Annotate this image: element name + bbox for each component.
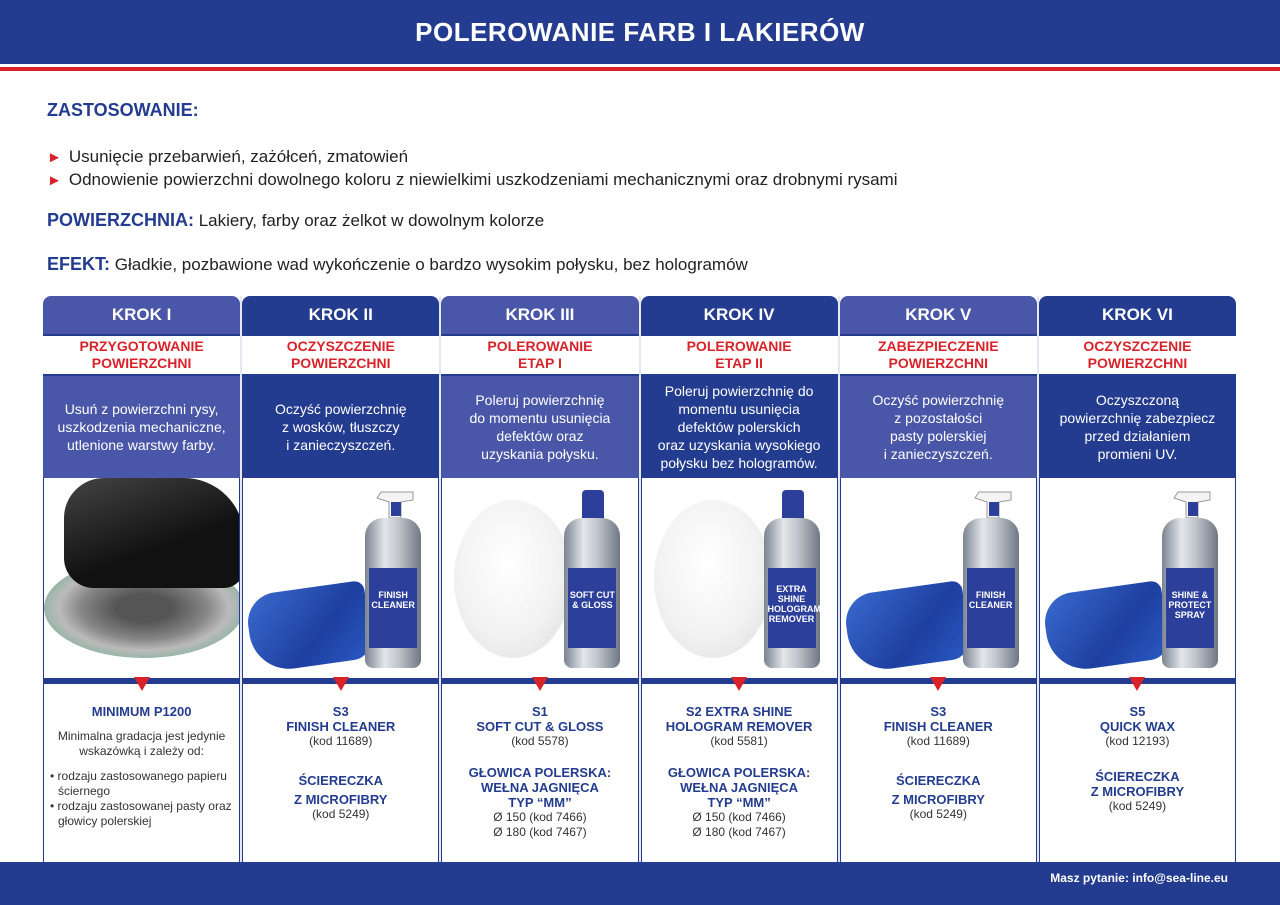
step-product-info: MINIMUM P1200 Minimalna gradacja jest jedynie wskazówką i zależy od: • rodzaju zastosowanego papieru ściernego • rodzaju zastosowanej pasty oraz głowicy polerskiej bbox=[43, 684, 240, 862]
bottle-cap-shape bbox=[782, 490, 804, 520]
step-product-info: S3 FINISH CLEANER (kod 11689) ŚCIERECZKA Z MICROFIBRY (kod 5249) bbox=[840, 684, 1037, 862]
effect-line bbox=[47, 254, 748, 275]
step-phase: POLEROWANIE ETAP I bbox=[441, 334, 638, 376]
spray-bottle-photo bbox=[242, 478, 439, 678]
product-name: FINISH CLEANER bbox=[883, 719, 993, 734]
steps-table bbox=[43, 296, 1236, 862]
microfiber-cloth-shape bbox=[1041, 580, 1171, 674]
contact-email[interactable]: Masz pytanie: info@sea-line.eu bbox=[1050, 871, 1228, 885]
step-number: KROK IV bbox=[641, 296, 838, 334]
bottle-label: FINISH CLEANER bbox=[369, 568, 417, 648]
bottle-label: SHINE & PROTECT SPRAY bbox=[1166, 568, 1214, 648]
product-name: FINISH CLEANER bbox=[286, 719, 396, 734]
spray-trigger-icon bbox=[1170, 488, 1214, 518]
step-product-info: S2 EXTRA SHINE HOLOGRAM REMOVER (kod 5581) GŁOWICA POLERSKA: WEŁNA JAGNIĘCA TYP “MM” Ø 150 (kod 7466) Ø 180 (kod 7467) bbox=[641, 684, 838, 862]
step-phase: PRZYGOTOWANIE POWIERZCHNI bbox=[43, 334, 240, 376]
step-number: KROK II bbox=[242, 296, 439, 334]
bottle-shape bbox=[963, 518, 1019, 668]
triangle-down-icon bbox=[532, 677, 548, 691]
step-number: KROK V bbox=[840, 296, 1037, 334]
step-5 bbox=[838, 296, 1037, 862]
bottle-shape bbox=[764, 518, 820, 668]
step-3 bbox=[439, 296, 638, 862]
effect-text: Gładkie, pozbawione wad wykończenie o bardzo wysokim połysku, bez hologramów bbox=[110, 255, 748, 274]
wool-pad-shape bbox=[454, 500, 572, 658]
step-description: Poleruj powierzchnię do momentu usunięcia defektów polerskich oraz uzyskania wysokiego połysku bez hologramów. bbox=[641, 376, 838, 478]
bottle-shape bbox=[365, 518, 421, 668]
step-product-info: S1 SOFT CUT & GLOSS (kod 5578) GŁOWICA POLERSKA: WEŁNA JAGNIĘCA TYP “MM” Ø 150 (kod 7466) Ø 180 (kod 7467) bbox=[441, 684, 638, 862]
wool-pad-photo bbox=[441, 478, 638, 678]
page-title: POLEROWANIE FARB I LAKIERÓW bbox=[415, 16, 865, 47]
step-product-info: S3 FINISH CLEANER (kod 11689) ŚCIERECZKA Z MICROFIBRY (kod 5249) bbox=[242, 684, 439, 862]
wool-pad-photo bbox=[641, 478, 838, 678]
step-description: Oczyszczoną powierzchnię zabezpiecz przed działaniem promieni UV. bbox=[1039, 376, 1236, 478]
sanding-machine-photo bbox=[43, 478, 240, 678]
step-phase: OCZYSZCZENIE POWIERZCHNI bbox=[1039, 334, 1236, 376]
effect-label: EFEKT: bbox=[47, 254, 110, 274]
bottle-label: EXTRA SHINE HOLOGRAM REMOVER bbox=[768, 568, 816, 648]
step-description: Poleruj powierzchnię do momentu usunięcia defektów oraz uzyskania połysku. bbox=[441, 376, 638, 478]
bottle-shape bbox=[1162, 518, 1218, 668]
header-stripe-red bbox=[0, 67, 1280, 71]
step-6 bbox=[1037, 296, 1236, 862]
application-list bbox=[47, 146, 898, 192]
microfiber-cloth-shape bbox=[842, 580, 972, 674]
product-name: MINIMUM P1200 bbox=[91, 704, 192, 719]
microfiber-cloth-shape bbox=[244, 580, 374, 674]
step-4 bbox=[639, 296, 838, 862]
step-phase: ZABEZPIECZENIE POWIERZCHNI bbox=[840, 334, 1037, 376]
step-product-info: S5 QUICK WAX (kod 12193) ŚCIERECZKA Z MICROFIBRY (kod 5249) bbox=[1039, 684, 1236, 862]
step-number: KROK I bbox=[43, 296, 240, 334]
page-header bbox=[0, 0, 1280, 64]
step-phase: OCZYSZCZENIE POWIERZCHNI bbox=[242, 334, 439, 376]
bottle-shape bbox=[564, 518, 620, 668]
step-number: KROK III bbox=[441, 296, 638, 334]
glove-shape bbox=[64, 478, 240, 588]
step-1 bbox=[43, 296, 240, 862]
bottle-cap-shape bbox=[582, 490, 604, 520]
page-footer bbox=[0, 862, 1280, 905]
surface-label: POWIERZCHNIA: bbox=[47, 210, 194, 230]
triangle-down-icon bbox=[1129, 677, 1145, 691]
wool-pad-shape bbox=[654, 500, 772, 658]
product-name: SOFT CUT & GLOSS bbox=[476, 719, 604, 734]
application-item: ► Usunięcie przebarwień, zażółceń, zmatowień bbox=[47, 147, 409, 166]
step-description: Usuń z powierzchni rysy, uszkodzenia mechaniczne, utlenione warstwy farby. bbox=[43, 376, 240, 478]
product-name: HOLOGRAM REMOVER bbox=[665, 719, 813, 734]
step-description: Oczyść powierzchnię z wosków, tłuszczy i zanieczyszczeń. bbox=[242, 376, 439, 478]
triangle-down-icon bbox=[930, 677, 946, 691]
spray-trigger-icon bbox=[373, 488, 417, 518]
spray-bottle-photo bbox=[1039, 478, 1236, 678]
step-phase: POLEROWANIE ETAP II bbox=[641, 334, 838, 376]
triangle-bullet-icon: ► bbox=[47, 172, 62, 189]
requirement-list: • rodzaju zastosowanego papieru ściernego • rodzaju zastosowanej pasty oraz głowicy polerskiej bbox=[50, 769, 232, 828]
step-description: Oczyść powierzchnię z pozostałości pasty polerskiej i zanieczyszczeń. bbox=[840, 376, 1037, 478]
triangle-down-icon bbox=[731, 677, 747, 691]
surface-line bbox=[47, 210, 544, 231]
bottle-label: SOFT CUT & GLOSS bbox=[568, 568, 616, 648]
application-heading: ZASTOSOWANIE: bbox=[47, 100, 199, 120]
spray-bottle-photo bbox=[840, 478, 1037, 678]
triangle-bullet-icon: ► bbox=[47, 149, 62, 166]
triangle-down-icon bbox=[333, 677, 349, 691]
surface-text: Lakiery, farby oraz żelkot w dowolnym kolorze bbox=[194, 211, 545, 230]
bottle-label: FINISH CLEANER bbox=[967, 568, 1015, 648]
application-item: ► Odnowienie powierzchni dowolnego koloru z niewielkimi uszkodzeniami mechanicznymi oraz drobnymi rysami bbox=[47, 170, 898, 189]
step-number: KROK VI bbox=[1039, 296, 1236, 334]
step-2 bbox=[240, 296, 439, 862]
spray-trigger-icon bbox=[971, 488, 1015, 518]
triangle-down-icon bbox=[134, 677, 150, 691]
product-name: QUICK WAX bbox=[1099, 719, 1175, 734]
